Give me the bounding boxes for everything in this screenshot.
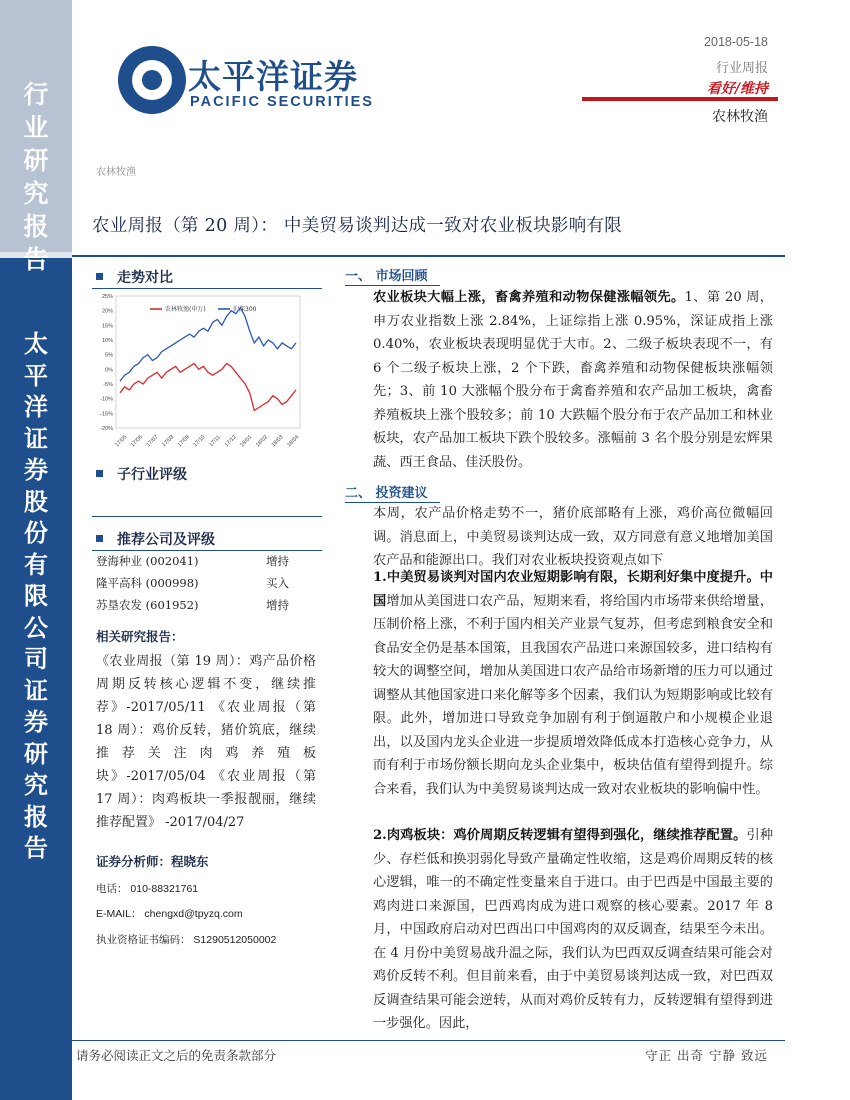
company-rating: 增持 bbox=[266, 598, 289, 612]
advice-point-2-lead: 2.肉鸡板块：鸡价周期反转逻辑有望得到强化，继续推荐配置。 bbox=[373, 828, 747, 843]
sub-rating-divider bbox=[92, 516, 322, 517]
x-tick-label: 18/04 bbox=[286, 434, 301, 449]
x-tick-label: 18/02 bbox=[255, 434, 270, 449]
x-tick-label: 17/08 bbox=[161, 434, 176, 449]
advice-point-1 bbox=[373, 566, 773, 801]
side-bottom-char: 份 bbox=[24, 518, 48, 547]
advice-point-2 bbox=[373, 824, 773, 1036]
bullet-square-icon bbox=[96, 535, 103, 542]
legend-label: 农林牧渔(申万) bbox=[165, 306, 206, 313]
x-tick-label: 17/10 bbox=[192, 434, 207, 449]
side-bottom-char: 限 bbox=[24, 581, 48, 610]
page-title: 农业周报（第 20 周）： 中美贸易谈判达成一致对农业板块影响有限 bbox=[92, 216, 623, 236]
analyst-cert: 执业资格证书编码： S1290512050002 bbox=[96, 934, 277, 946]
y-tick-label: 0% bbox=[105, 367, 113, 374]
company-name: 隆平高科 (000998) bbox=[96, 576, 199, 590]
side-bottom-char: 平 bbox=[24, 360, 48, 390]
analyst-phone: 电话： 010-88321761 bbox=[96, 883, 199, 895]
title-divider bbox=[72, 255, 785, 257]
side-bottom-char: 究 bbox=[24, 770, 48, 799]
advice-point-2-text: 引种少、存栏低和换羽弱化导致产量确定性收缩，这是鸡价周期反转的核心逻辑，唯一的不确定性变量来自于进口。由于巴西是中国最主要的鸡肉进口来源国，巴西鸡肉成为进口观察的核心要素。2017 年 8 月，中国政府启动对巴西出口中国鸡肉的双反调查，结果至今未出。在 4 月份中美贸易战升温之际，我们认为巴西双反调查结果可能会对鸡价反转不利。但目前来看，由于中美贸易谈判达成一致，对巴西双反调查结果可能会逆转，从而对鸡价反转有力，反转逻辑有望得到进一步强化。因此， bbox=[373, 828, 774, 1031]
sector-label-small: 农林牧渔 bbox=[96, 167, 136, 178]
logo-en-text: PACIFIC SECURITIES bbox=[190, 94, 374, 110]
side-company-name bbox=[0, 328, 72, 864]
sector-rating: 看好/维持 bbox=[706, 81, 768, 97]
logo-cn-text: 太平洋证券 bbox=[188, 57, 358, 96]
company-name: 登海种业 (002041) bbox=[96, 554, 199, 568]
side-bottom-char: 股 bbox=[24, 486, 48, 516]
bullet-square-icon bbox=[96, 273, 103, 280]
y-tick-label: 5% bbox=[105, 352, 113, 359]
trend-divider bbox=[92, 288, 322, 289]
x-tick-label: 17/07 bbox=[145, 434, 160, 449]
side-report-type bbox=[0, 78, 72, 276]
side-bottom-char: 洋 bbox=[24, 392, 48, 421]
bullet-square-icon bbox=[96, 470, 103, 477]
company-rating: 增持 bbox=[266, 554, 289, 568]
company-rating: 买入 bbox=[266, 576, 289, 590]
trend-heading: 走势对比 bbox=[96, 267, 173, 287]
side-bottom-char: 券 bbox=[24, 455, 48, 484]
related-reports-list: 《农业周报（第 19 周）：鸡产品价格周期反转核心逻辑不变，继续推荐》-2017/05/11 《农业周报（第 18 周）：鸡价反转，猪价筑底，继续推荐关注肉鸡养殖板块》-2017/05/04 《农业周报（第 17 周）：肉鸡板块一季报靓丽，继续推荐配置》 -2017/04/27 bbox=[96, 654, 316, 830]
y-tick-label: 10% bbox=[101, 338, 113, 344]
side-top-char: 报 bbox=[23, 212, 49, 241]
footer-divider bbox=[72, 1040, 785, 1041]
x-tick-label: 17/09 bbox=[176, 434, 191, 449]
report-date: 2018-05-18 bbox=[704, 35, 768, 49]
analyst-email: E-MAIL： chengxd@tpyzq.com bbox=[96, 908, 243, 920]
report-type: 行业周报 bbox=[715, 61, 768, 76]
y-tick-label: -15% bbox=[100, 411, 113, 418]
y-tick-label: -5% bbox=[103, 382, 113, 388]
side-bottom-char: 告 bbox=[24, 833, 48, 862]
y-tick-label: 20% bbox=[101, 308, 113, 315]
chart-frame bbox=[116, 296, 300, 428]
x-tick-label: 17/11 bbox=[208, 434, 222, 449]
analyst-name: 证券分析师：程晓东 bbox=[96, 854, 209, 869]
section-heading-advice: 二、 投资建议 bbox=[345, 482, 428, 501]
x-tick-label: 17/06 bbox=[129, 434, 144, 449]
recommend-heading: 推荐公司及评级 bbox=[96, 529, 215, 549]
x-tick-label: 18/03 bbox=[270, 434, 285, 449]
market-review-text: 1、第 20 周，申万农业指数上涨 2.84%，上证综指上涨 0.95%，深证成指上涨 0.40%，农业板块表现明显优于大市。2、二级子板块表现不一，有 6 个二级子板块上涨，2 个下跌，畜禽养殖和动物保健板块涨幅领先；3、前 10 大涨幅个股分布于禽畜养殖和农产品加工板块，禽畜养殖板块上涨个股较多；前 10 大跌幅个股分布于农产品加工和林业板块，农产品加工板块下跌个股较多。涨幅前 3 名个股分别是宏辉果蔬、西王食品、佳沃股份。 bbox=[373, 290, 773, 470]
header-red-rule bbox=[582, 97, 778, 101]
advice-point-1-lead: 1.中美贸易谈判对国内农业短期影响有限，长期利好集中度提升。中国 bbox=[373, 570, 773, 609]
side-bottom-char: 研 bbox=[24, 738, 48, 768]
side-bottom-char: 证 bbox=[24, 423, 48, 453]
side-bottom-char: 证 bbox=[24, 675, 48, 705]
legend-label: 沪深300 bbox=[233, 306, 257, 313]
company-name: 苏垦农发 (601952) bbox=[96, 598, 199, 612]
advice-point-1-text: 增加从美国进口农产品，短期来看，将给国内市场带来供给增量，压制价格上涨，不利于国内相关产业景气复苏，但考虑到粮食安全和食品安全仍是基本国策，且我国农产品进口来源国较多，进口结构有较大的调整空间，增加从美国进口农产品给市场新增的压力可以通过调整从其他国家进口来化解等多个因素，我们认为短期影响或比较有限。此外，增加进口导致竞争加剧有利于倒逼散户和小规模企业退出，以及国内龙头企业进一步提质增效降低成本打造核心竞争力，从而有利于市场份额长期向龙头企业集中，板块估值有望得到提升。综合来看，我们认为中美贸易谈判达成一致对农业板块的影响偏中性。 bbox=[373, 593, 774, 797]
side-top-char: 业 bbox=[23, 113, 49, 142]
sub-rating-heading: 子行业评级 bbox=[96, 464, 187, 484]
side-bottom-char: 券 bbox=[24, 707, 48, 736]
x-tick-label: 17/05 bbox=[114, 434, 129, 449]
y-tick-label: 15% bbox=[101, 323, 113, 330]
y-tick-label: -20% bbox=[100, 426, 113, 432]
footer-motto: 守正 出奇 宁静 致远 bbox=[645, 1048, 768, 1063]
x-tick-label: 17/12 bbox=[223, 434, 238, 449]
side-top-char: 研 bbox=[23, 146, 49, 175]
recommend-divider bbox=[92, 550, 322, 551]
side-bottom-char: 太 bbox=[24, 329, 48, 358]
market-review-body bbox=[373, 286, 773, 474]
trend-chart bbox=[90, 290, 305, 458]
y-tick-label: -10% bbox=[100, 396, 113, 403]
side-top-char: 告 bbox=[23, 245, 49, 274]
x-tick-label: 18/01 bbox=[239, 434, 254, 449]
side-bottom-char: 司 bbox=[24, 644, 48, 673]
footer-disclaimer: 请务必阅读正文之后的免责条款部分 bbox=[76, 1048, 277, 1063]
side-bottom-char: 报 bbox=[24, 801, 48, 831]
side-top-char: 行 bbox=[23, 80, 49, 109]
side-top-char: 究 bbox=[23, 179, 49, 208]
related-reports-heading: 相关研究报告： bbox=[96, 629, 184, 644]
sector-name: 农林牧渔 bbox=[712, 109, 768, 125]
y-tick-label: 25% bbox=[101, 294, 113, 300]
section-heading-market-review: 一、 市场回顾 bbox=[345, 265, 428, 284]
logo-mark-icon bbox=[90, 18, 200, 138]
advice-intro: 本周，农产品价格走势不一，猪价底部略有上涨，鸡价高位微幅回调。消息面上，中美贸易谈判达成一致，双方同意有意义地增加美国农产品和能源出口。我们对农业板块投资观点如下 bbox=[373, 506, 773, 568]
side-bottom-char: 有 bbox=[24, 549, 48, 579]
side-bottom-char: 公 bbox=[24, 612, 48, 642]
market-review-lead: 农业板块大幅上涨，畜禽养殖和动物保健涨幅领先。 bbox=[373, 290, 685, 305]
